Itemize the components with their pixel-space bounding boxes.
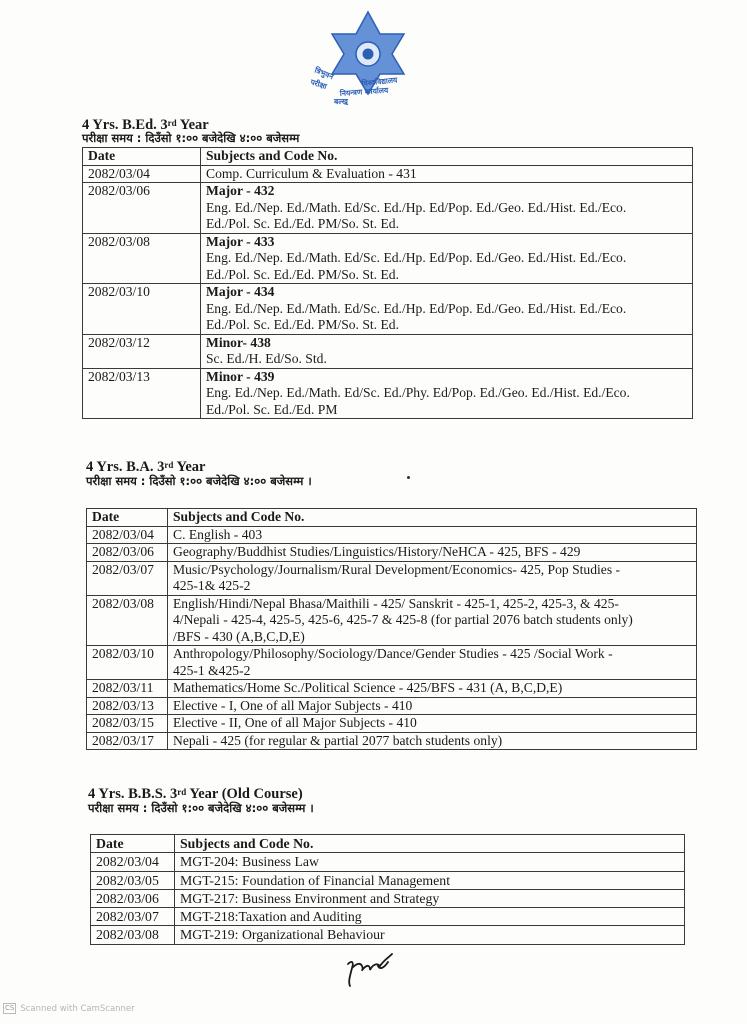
date-cell: 2082/03/08 (87, 595, 168, 646)
table-row (83, 233, 693, 284)
date-cell: 2082/03/17 (87, 732, 168, 750)
subjects-cell: Comp. Curriculum & Evaluation - 431 (201, 165, 693, 183)
date-cell: 2082/03/13 (87, 697, 168, 715)
date-cell: 2082/03/06 (87, 544, 168, 562)
subjects-cell: Nepali - 425 (for regular & partial 2077 batch students only) (168, 732, 697, 750)
date-cell: 2082/03/11 (87, 680, 168, 698)
exam-time-ba: परीक्षा समय : दिउँसो १:०० बजेदेखि ४:०० बजेसम्म । (86, 474, 312, 488)
exam-time-bbs: परीक्षा समय : दिउँसो १:०० बजेदेखि ४:०० बजेसम्म । (88, 801, 314, 815)
subjects-cell: Elective - II, One of all Major Subjects - 410 (168, 715, 697, 733)
table-row (87, 732, 697, 750)
subjects-cell: Minor - 439 Eng. Ed./Nep. Ed./Math. Ed/Sc. Ed./Phy. Ed/Pop. Ed./Geo. Ed./Hist. Ed./Eco. Ed./Pol. Sc. Ed./Ed. PM (201, 368, 693, 419)
date-cell: 2082/03/06 (91, 889, 175, 907)
svg-text:नियन्त्रण कार्यालय: नियन्त्रण कार्यालय (339, 85, 389, 98)
date-cell: 2082/03/04 (91, 853, 175, 871)
section-title-bbs: 4 Yrs. B.B.S. 3rd Year (Old Course) (88, 786, 303, 802)
header-date: Date (91, 835, 175, 853)
svg-text:त्रिभुवन: त्रिभुवन (313, 65, 335, 82)
section-title-ba: 4 Yrs. B.A. 3rd Year (86, 459, 206, 475)
date-cell: 2082/03/08 (83, 233, 201, 284)
schedule-table-ba (86, 508, 697, 750)
table-row (87, 561, 697, 595)
subjects-cell: MGT-218:Taxation and Auditing (175, 908, 685, 926)
table-row (83, 368, 693, 419)
table-row (87, 646, 697, 680)
date-cell: 2082/03/10 (83, 284, 201, 335)
table-row (87, 680, 697, 698)
date-cell: 2082/03/07 (87, 561, 168, 595)
subjects-cell: MGT-204: Business Law (175, 853, 685, 871)
header-date: Date (87, 509, 168, 527)
table-row (83, 165, 693, 183)
date-cell: 2082/03/06 (83, 183, 201, 234)
camscanner-logo-icon: CS (5, 1004, 15, 1012)
table-row (91, 908, 685, 926)
table-row (91, 889, 685, 907)
svg-text:परीक्षा: परीक्षा (309, 77, 328, 92)
subjects-cell: Mathematics/Home Sc./Political Science - 425/BFS - 431 (A, B,C,D,E) (168, 680, 697, 698)
subjects-cell: Anthropology/Philosophy/Sociology/Dance/Gender Studies - 425 /Social Work - 425-1 &425-2 (168, 646, 697, 680)
subjects-cell: Music/Psychology/Journalism/Rural Development/Economics- 425, Pop Studies - 425-1& 425-2 (168, 561, 697, 595)
schedule-table-bbs (90, 834, 685, 945)
subjects-cell: Major - 433 Eng. Ed./Nep. Ed./Math. Ed/Sc. Ed./Hp. Ed/Pop. Ed./Geo. Ed./Hist. Ed./Eco. Ed./Pol. Sc. Ed./Ed. PM/So. St. Ed. (201, 233, 693, 284)
table-row (91, 926, 685, 944)
university-stamp-logo (306, 10, 456, 105)
subjects-cell: C. English - 403 (168, 526, 697, 544)
subjects-cell: English/Hindi/Nepal Bhasa/Maithili - 425/ Sanskrit - 425-1, 425-2, 425-3, & 425- 4/Nepali - 425-4, 425-5, 425-6, 425-7 & 425-8 (for partial 2076 batch students only) /BFS - 430 (A,B,C,D,E) (168, 595, 697, 646)
date-cell: 2082/03/05 (91, 871, 175, 889)
section-title-bed: 4 Yrs. B.Ed. 3rd Year (82, 117, 209, 133)
table-row (83, 183, 693, 234)
subjects-cell: MGT-217: Business Environment and Strategy (175, 889, 685, 907)
subjects-cell: Geography/Buddhist Studies/Linguistics/History/NeHCA - 425, BFS - 429 (168, 544, 697, 562)
subjects-cell: Elective - I, One of all Major Subjects - 410 (168, 697, 697, 715)
handwritten-signature (340, 950, 400, 990)
table-row (83, 334, 693, 368)
schedule-table-bed (82, 147, 693, 419)
header-subjects: Subjects and Code No. (168, 509, 697, 527)
table-row (87, 544, 697, 562)
table-row (87, 595, 697, 646)
camscanner-watermark (3, 1003, 135, 1014)
header-subjects: Subjects and Code No. (175, 835, 685, 853)
table-row (91, 853, 685, 871)
subjects-cell: MGT-215: Foundation of Financial Management (175, 871, 685, 889)
date-cell: 2082/03/15 (87, 715, 168, 733)
table-header-row (83, 148, 693, 166)
exam-time-bed: परीक्षा समय : दिउँसो १:०० बजेदेखि ४:०० बजेसम्म (82, 131, 300, 145)
date-cell: 2082/03/08 (91, 926, 175, 944)
date-cell: 2082/03/04 (83, 165, 201, 183)
date-cell: 2082/03/07 (91, 908, 175, 926)
scan-speck (407, 476, 410, 479)
subjects-cell: Major - 434 Eng. Ed./Nep. Ed./Math. Ed/Sc. Ed./Hp. Ed/Pop. Ed./Geo. Ed./Hist. Ed./Eco. Ed./Pol. Sc. Ed./Ed. PM/So. St. Ed. (201, 284, 693, 335)
subjects-cell: Minor- 438 Sc. Ed./H. Ed/So. Std. (201, 334, 693, 368)
svg-text:बल्खु: बल्खु (334, 97, 348, 105)
date-cell: 2082/03/04 (87, 526, 168, 544)
subjects-cell: Major - 432 Eng. Ed./Nep. Ed./Math. Ed/Sc. Ed./Hp. Ed/Pop. Ed./Geo. Ed./Hist. Ed./Eco. Ed./Pol. Sc. Ed./Ed. PM/So. St. Ed. (201, 183, 693, 234)
date-cell: 2082/03/10 (87, 646, 168, 680)
table-row (87, 526, 697, 544)
svg-text:विश्वविद्यालय: विश्वविद्यालय (361, 75, 398, 88)
subjects-cell: MGT-219: Organizational Behaviour (175, 926, 685, 944)
table-row (87, 697, 697, 715)
date-cell: 2082/03/12 (83, 334, 201, 368)
table-header-row (91, 835, 685, 853)
table-row (91, 871, 685, 889)
scanner-text: Scanned with CamScanner (20, 1003, 135, 1014)
table-header-row (87, 509, 697, 527)
date-cell: 2082/03/13 (83, 368, 201, 419)
header-subjects: Subjects and Code No. (201, 148, 693, 166)
table-row (83, 284, 693, 335)
header-date: Date (83, 148, 201, 166)
table-row (87, 715, 697, 733)
